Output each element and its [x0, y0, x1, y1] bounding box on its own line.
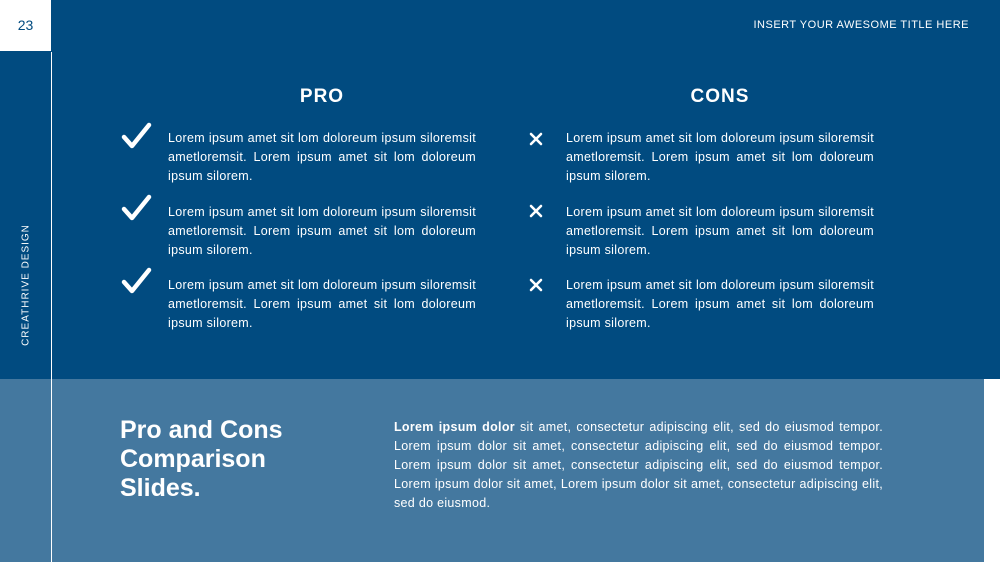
x-icon: [529, 278, 543, 292]
summary-title: Pro and Cons Comparison Slides.: [120, 416, 283, 502]
summary-description: [394, 418, 883, 513]
pro-item-1: Lorem ipsum amet sit lom doloreum ipsum siloremsit ametloremsit. Lorem ipsum amet sit lom doloreum ipsum silorem.: [168, 131, 476, 183]
summary-body: sit amet, consectetur adipiscing elit, sed do eiusmod tempor. Lorem ipsum dolor sit amet, consectetur adipiscing elit, sed do eiusmod tempor. Lorem ipsum dolor sit amet, consectetur adipiscing elit, sed do eiusmod tempor. Lorem ipsum dolor sit amet, Lorem ipsum dolor sit amet, consectetur adipiscing elit, sed do eiusmod.: [394, 420, 883, 510]
check-icon: [120, 192, 152, 224]
brand-label: CREATHRIVE DESIGN: [20, 224, 32, 346]
cons-item-2: Lorem ipsum amet sit lom doloreum ipsum siloremsit ametloremsit. Lorem ipsum amet sit lom doloreum ipsum silorem.: [566, 205, 874, 257]
pro-item-3: Lorem ipsum amet sit lom doloreum ipsum siloremsit ametloremsit. Lorem ipsum amet sit lom doloreum ipsum silorem.: [168, 278, 476, 330]
check-icon: [120, 120, 152, 152]
pro-item-2: Lorem ipsum amet sit lom doloreum ipsum siloremsit ametloremsit. Lorem ipsum amet sit lom doloreum ipsum silorem.: [168, 205, 476, 257]
check-icon: [120, 265, 152, 297]
x-icon: [529, 204, 543, 218]
cons-heading: CONS: [690, 86, 750, 107]
header-title: INSERT YOUR AWESOME TITLE HERE: [753, 19, 969, 31]
side-strip: [0, 379, 52, 562]
side-divider: [51, 52, 52, 379]
summary-lead: Lorem ipsum dolor: [394, 420, 515, 434]
page-number: 23: [0, 0, 51, 51]
cons-item-1: Lorem ipsum amet sit lom doloreum ipsum siloremsit ametloremsit. Lorem ipsum amet sit lom doloreum ipsum silorem.: [566, 131, 874, 183]
pro-heading: PRO: [299, 86, 345, 107]
cons-item-3: Lorem ipsum amet sit lom doloreum ipsum siloremsit ametloremsit. Lorem ipsum amet sit lom doloreum ipsum silorem.: [566, 278, 874, 330]
x-icon: [529, 132, 543, 146]
